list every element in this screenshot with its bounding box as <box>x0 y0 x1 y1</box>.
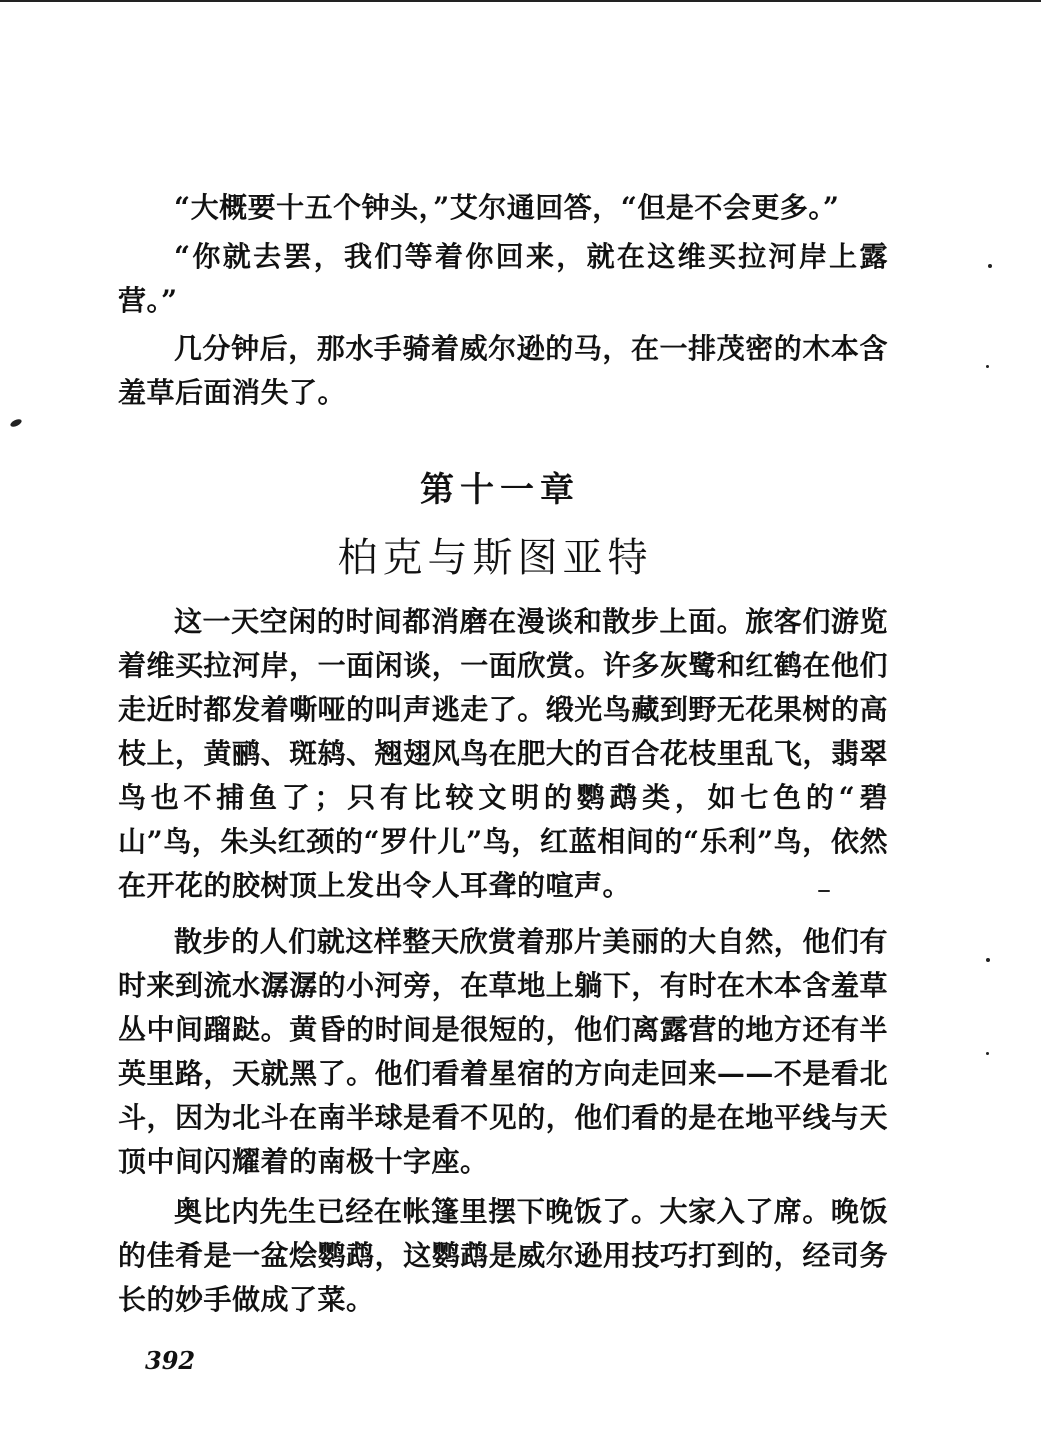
page-number: 392 <box>145 1346 196 1375</box>
chapter-number: 第十一章 <box>420 470 580 510</box>
scan-speck <box>9 418 22 429</box>
paragraph-6: 奥比内先生已经在帐篷里摆下晚饭了。大家入了席。晚饭的佳肴是一盆烩鹦鹉，这鹦鹉是威尔逊用技巧打到的，经司务长的妙手做成了菜。 <box>118 1195 888 1316</box>
paragraph-1: “大概要十五个钟头，”艾尔通回答，“但是不会更多。” <box>174 191 840 224</box>
scan-speck <box>986 958 990 962</box>
paragraph-3: 几分钟后，那水手骑着威尔逊的马，在一排茂密的木本含羞草后面消失了。 <box>118 332 888 409</box>
scan-speck <box>986 365 989 368</box>
scan-speck <box>818 890 830 892</box>
scan-speck <box>988 264 992 268</box>
paragraph-5: 散步的人们就这样整天欣赏着那片美丽的大自然，他们有时来到流水潺潺的小河旁，在草地上躺下，有时在木本含羞草丛中间蹓跶。黄昏的时间是很短的，他们离露营的地方还有半英里路，天就黑了。他们看着星宿的方向走回来——不是看北斗，因为北斗在南半球是看不见的，他们看的是在地平线与天顶中间闪耀着的南极十字座。 <box>118 925 888 1178</box>
paragraph-2: “你就去罢，我们等着你回来，就在这维买拉河岸上露营。” <box>118 240 888 317</box>
scan-speck <box>986 1052 989 1055</box>
chapter-title: 柏克与斯图亚特 <box>337 535 653 581</box>
paragraph-4: 这一天空闲的时间都消磨在漫谈和散步上面。旅客们游览着维买拉河岸，一面闲谈，一面欣赏。许多灰鹭和红鹤在他们走近时都发着嘶哑的叫声逃走了。缎光鸟藏到野无花果树的高枝上，黄鹂、斑鸫、翘翅风鸟在肥大的百合花枝里乱飞，翡翠鸟也不捕鱼了；只有比较文明的鹦鹉类，如七色的“碧山”鸟，朱头红颈的“罗什儿”鸟，红蓝相间的“乐利”鸟，依然在开花的胶树顶上发出令人耳聋的喧声。 <box>118 605 888 902</box>
